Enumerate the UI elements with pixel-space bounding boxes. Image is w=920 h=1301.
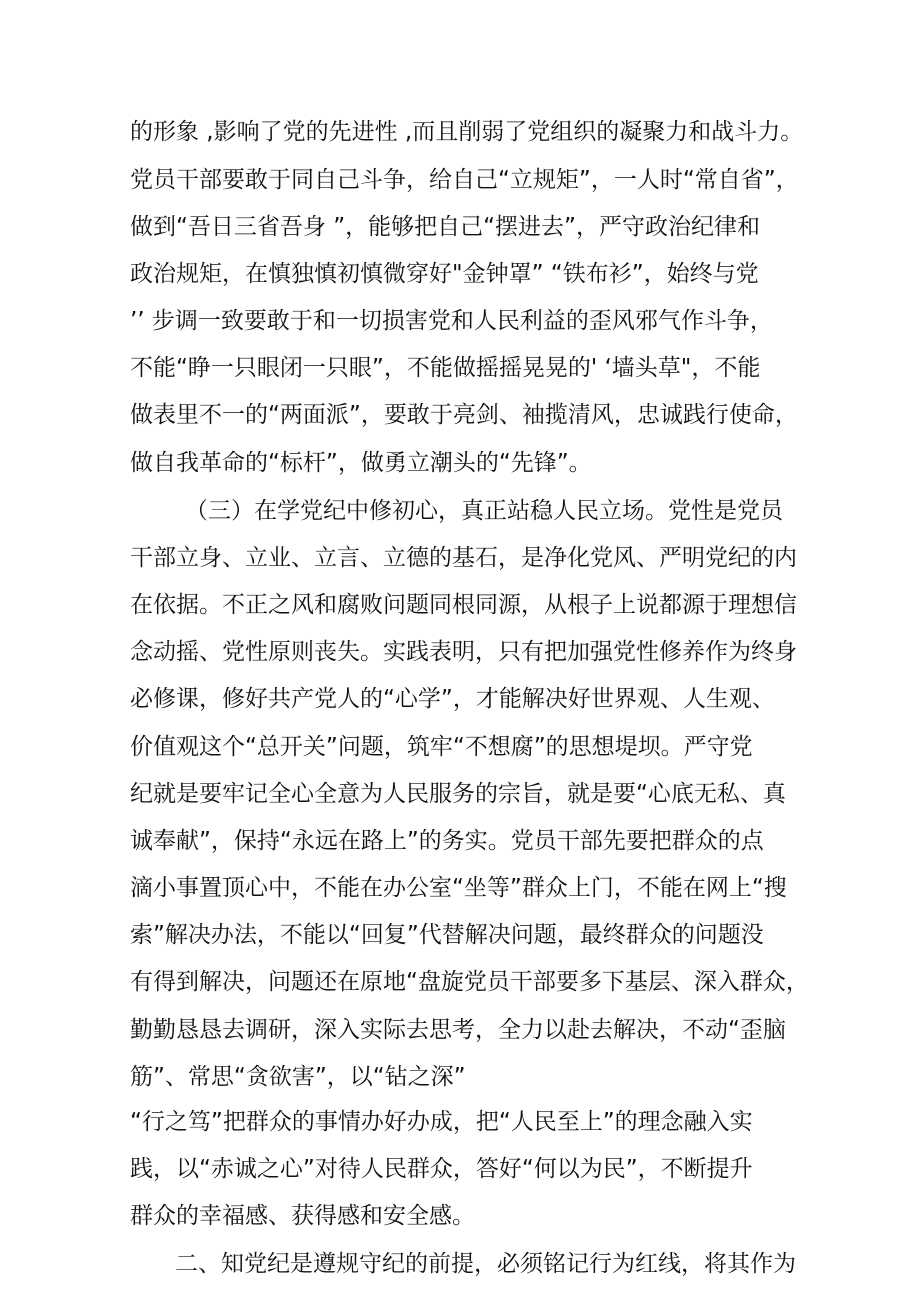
section-heading: 二、知党纪是遵规守纪的前提，必须铭记行为红线，将其作为 [175,1251,796,1277]
text-line: 践，以“赤诚之心”对待人民群众，答好“何以为民”，不断提升 [130,1156,753,1182]
text-line: 做自我革命的“标杆”，做勇立潮头的“先锋”。 [130,450,592,476]
text-line: “行之笃”把群众的事情办好办成，把“人民至上”的理念融入实 [130,1109,753,1135]
text-line: 价值观这个“总开关”问题，筑牢“不想腐”的思想堤坝。严守党 [130,734,753,760]
text-line: 群众的幸福感、获得感和安全感。 [130,1203,475,1229]
text-line: 做表里不一的“两面派”，要敢于亮剑、袖揽清风，忠诚践行使命， [130,402,798,428]
text-line: 纪就是要牢记全心全意为人民服务的宗旨，就是要“心底无私、真 [130,781,786,807]
text-line: 勤勤恳恳去调研，深入实际去思考，全力以赴去解决，不动“歪脑 [130,1017,786,1043]
text-line: ’’ 步调一致要敢于和一切损害党和人民利益的歪风邪气作斗争， [130,308,773,334]
text-line: 政治规矩，在慎独慎初慎微穿好"金钟罩” “铁布衫”，始终与党 [130,261,759,287]
text-line: 索”解决办法，不能以“回复”代替解决问题，最终群众的问题没 [130,922,764,948]
text-line: 有得到解决，问题还在原地“盘旋党员干部要多下基层、深入群众， [130,969,809,995]
text-line: 必修课，修好共产党人的“心学”，才能解决好世界观、人生观、 [130,686,775,712]
text-line: 念动摇、党性原则丧失。实践表明，只有把加强党性修养作为终身 [130,639,797,665]
text-line: 干部立身、立业、立言、立德的基石，是净化党风、严明党纪的内 [130,545,797,571]
text-line: 党员干部要敢于同自己斗争，给自己“立规矩”，一人时“常自省”， [130,167,799,193]
text-line: 不能“睁一只眼闭一只眼”，不能做摇摇晃晃的' ‘墙头草"，不能 [130,355,761,381]
paragraph-heading: （三）在学党纪中修初心，真正站稳人民立场。党性是党员 [185,498,783,524]
text-line: 的形象 ,影响了党的先进性 ,而且削弱了党组织的凝聚力和战斗力。 [130,119,804,145]
text-line: 滴小事置顶心中，不能在办公室“坐等”群众上门，不能在网上“搜 [130,875,787,901]
text-line: 做到“吾日三省吾身 ”，能够把自己“摆进去”，严守政治纪律和 [130,214,760,240]
text-line: 在依据。不正之风和腐败问题同根同源，从根子上说都源于理想信 [130,592,797,618]
text-line: 筋”、常思“贪欲害”，以“钻之深” [130,1064,466,1090]
text-line: 诚奉献”，保持“永远在路上”的务实。党员干部先要把群众的点 [130,828,764,854]
